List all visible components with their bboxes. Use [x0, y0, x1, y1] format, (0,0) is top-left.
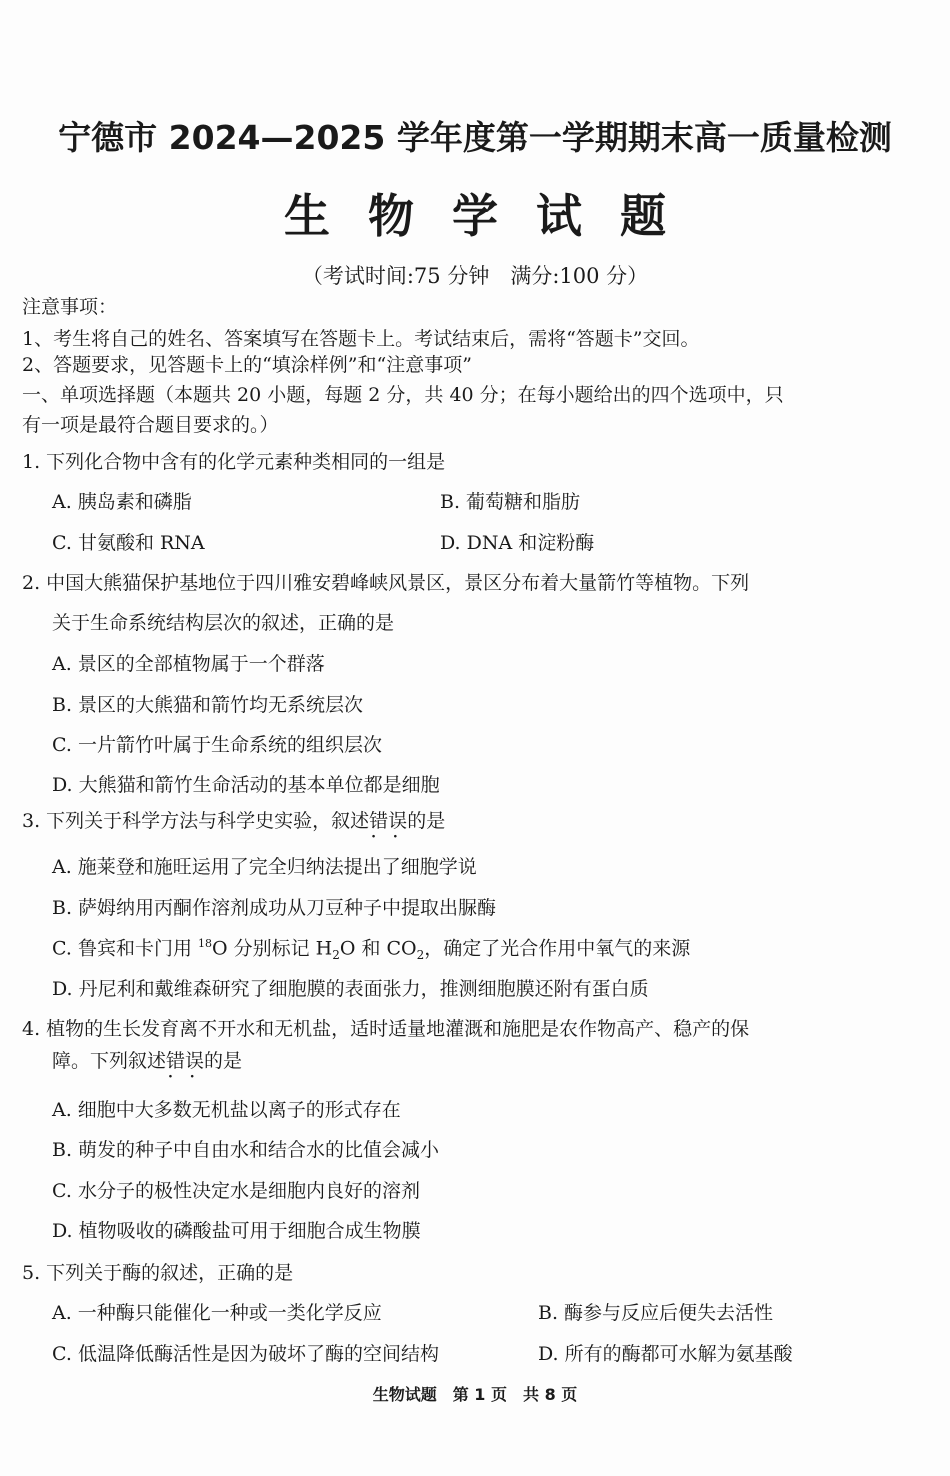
q5-option-d: D. 所有的酶都可水解为氨基酸 [538, 1343, 793, 1365]
q5-option-b: B. 酶参与反应后便失去活性 [538, 1302, 774, 1324]
exam-header-title: 宁德市 2024—2025 学年度第一学期期末高一质量检测 [58, 118, 892, 157]
q3-stem-text: 3. 下列关于科学方法与科学史实验，叙述 [22, 810, 370, 832]
q4-stem-line-1: 4. 植物的生长发育离不开水和无机盐，适时适量地灌溉和施肥是农作物高产、稳产的保 [22, 1018, 750, 1040]
page-footer: 生物试题 第 1 页 共 8 页 [372, 1385, 578, 1404]
q3-stem-emphasis: 错误 · · [369, 810, 407, 832]
q3-stem [22, 812, 445, 831]
q3-option-c-mid2: O 和 CO [339, 937, 417, 960]
q3-stem-tail: 的是 [407, 810, 446, 832]
exam-info: （考试时间:75 分钟 满分:100 分） [301, 264, 649, 288]
q5-option-a: A. 一种酶只能催化一种或一类化学反应 [52, 1302, 382, 1324]
q2-option-a: A. 景区的全部植物属于一个群落 [52, 653, 325, 675]
notes-heading: 注意事项： [22, 296, 118, 318]
q3-subscript-h2o: 2 [332, 948, 340, 963]
q3-option-d: D. 丹尼利和戴维森研究了细胞膜的表面张力，推测细胞膜还附有蛋白质 [52, 978, 649, 1000]
q3-option-a: A. 施莱登和施旺运用了完全归纳法提出了细胞学说 [52, 856, 477, 878]
notes-item-2: 2、答题要求，见答题卡上的“填涂样例”和“注意事项” [22, 354, 472, 376]
q3-subscript-co2: 2 [416, 948, 425, 963]
q1-option-d: D. DNA 和淀粉酶 [440, 532, 595, 554]
q4-stem-tail: 的是 [204, 1050, 243, 1072]
q3-option-c-text: C. 鲁宾和卡门用 [52, 937, 198, 960]
section-instruction-line-2: 有一项是最符合题目要求的。） [22, 414, 279, 436]
q5-stem: 5. 下列关于酶的叙述，正确的是 [22, 1262, 294, 1284]
q1-option-c: C. 甘氨酸和 RNA [52, 532, 205, 554]
q3-option-c-tail: ，确定了光合作用中氧气的来源 [424, 937, 691, 960]
q3-option-b: B. 萨姆纳用丙酮作溶剂成功从刀豆种子中提取出脲酶 [52, 897, 497, 919]
q1-stem: 1. 下列化合物中含有的化学元素种类相同的一组是 [22, 451, 446, 473]
q4-option-c: C. 水分子的极性决定水是细胞内良好的溶剂 [52, 1180, 420, 1202]
q2-option-b: B. 景区的大熊猫和箭竹均无系统层次 [52, 694, 364, 716]
q3-isotope-mass: 18 [197, 937, 212, 950]
q3-option-c [52, 938, 690, 961]
subject-title: 生物学试题 [284, 189, 704, 243]
notes-item-1: 1、考生将自己的姓名、答案填写在答题卡上。考试结束后，需将“答题卡”交回。 [22, 328, 700, 350]
q4-stem-text: 障。下列叙述 [52, 1050, 167, 1072]
section-instruction-line-1: 一、单项选择题（本题共 20 小题，每题 2 分，共 40 分；在每小题给出的四个选项中，只 [22, 384, 784, 406]
q3-option-c-mid: O 分别标记 H [211, 937, 333, 960]
q4-option-a: A. 细胞中大多数无机盐以离子的形式存在 [52, 1099, 401, 1121]
q4-stem-line-2 [52, 1052, 242, 1071]
q5-option-c: C. 低温降低酶活性是因为破坏了酶的空间结构 [52, 1343, 439, 1365]
q4-stem-emphasis: 错误 · · [166, 1050, 204, 1072]
q1-option-a: A. 胰岛素和磷脂 [52, 491, 192, 513]
q4-option-b: B. 萌发的种子中自由水和结合水的比值会减小 [52, 1139, 440, 1161]
q1-option-b: B. 葡萄糖和脂肪 [440, 491, 581, 513]
q2-stem-line-2: 关于生命系统结构层次的叙述，正确的是 [52, 612, 395, 634]
q2-stem-line-1: 2. 中国大熊猫保护基地位于四川雅安碧峰峡风景区，景区分布着大量箭竹等植物。下列 [22, 572, 750, 594]
q2-option-c: C. 一片箭竹叶属于生命系统的组织层次 [52, 734, 382, 756]
q2-option-d: D. 大熊猫和箭竹生命活动的基本单位都是细胞 [52, 774, 440, 796]
q4-option-d: D. 植物吸收的磷酸盐可用于细胞合成生物膜 [52, 1220, 421, 1242]
